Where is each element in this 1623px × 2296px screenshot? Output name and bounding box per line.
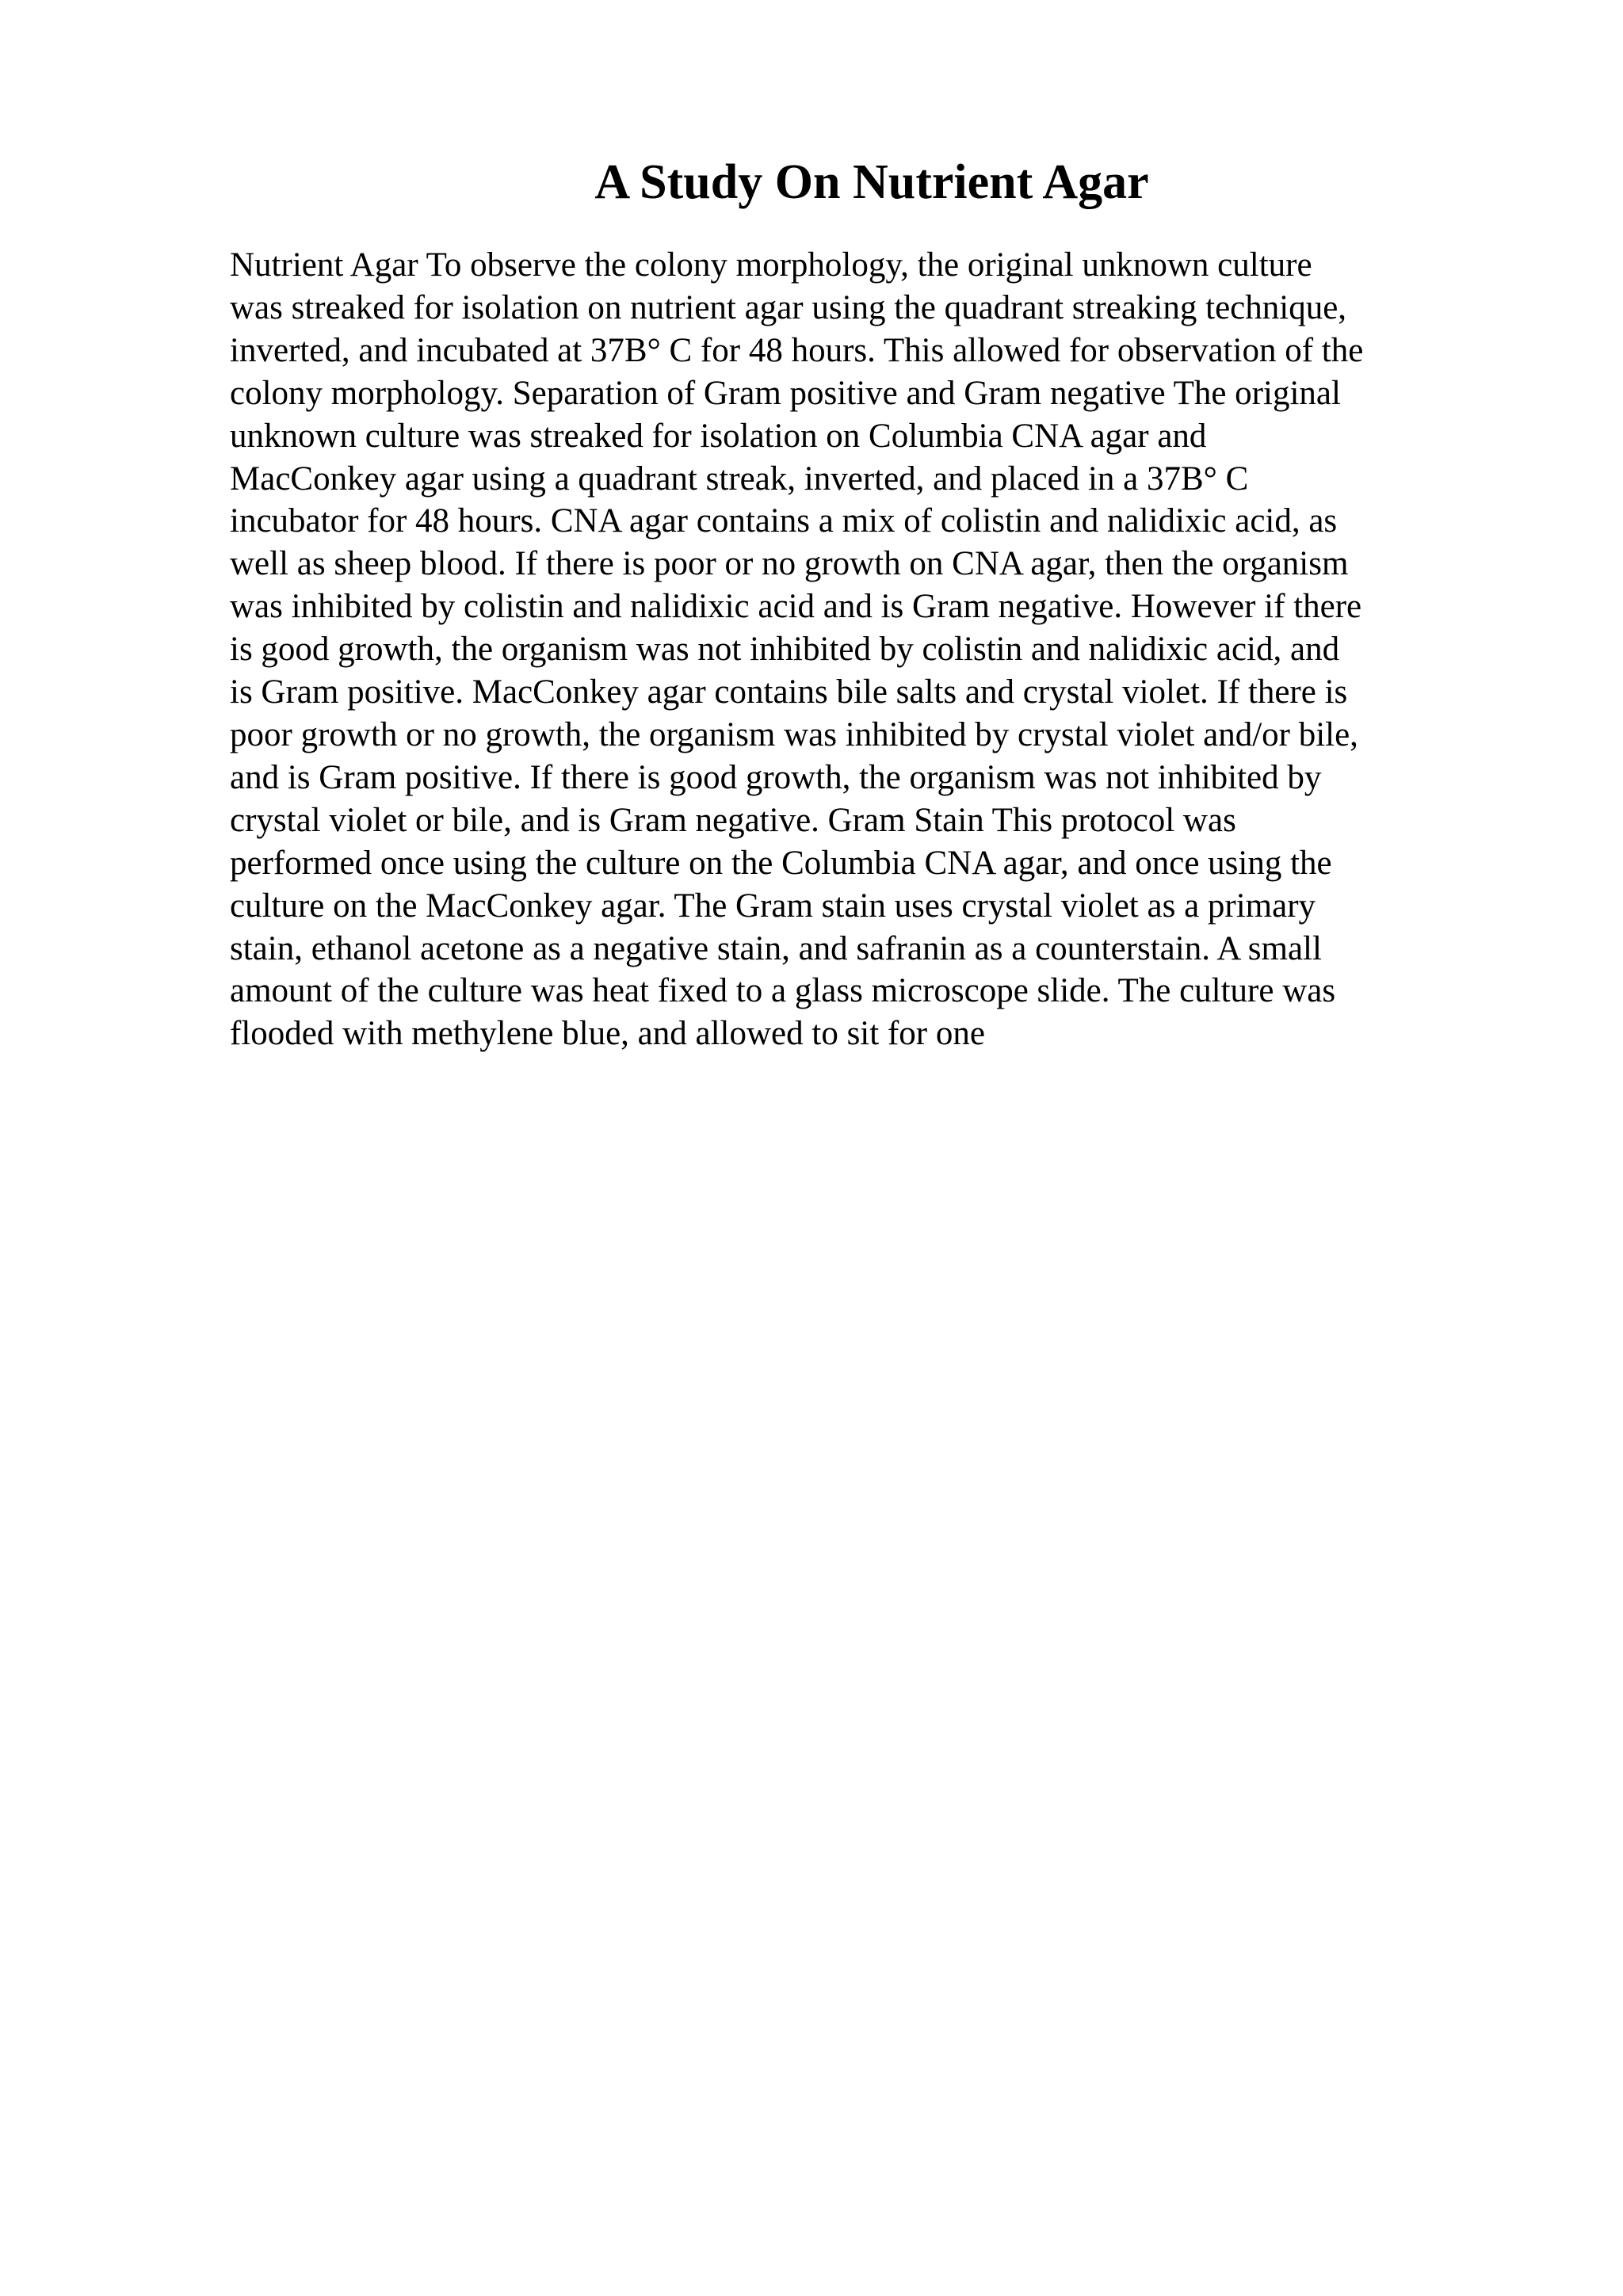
document-title: A Study On Nutrient Agar <box>594 155 1149 209</box>
body-line: is Gram positive. MacConkey agar contains bile salts and crystal violet. If there is <box>230 673 1348 711</box>
body-line: poor growth or no growth, the organism was inhibited by crystal violet and/or bile, <box>230 715 1358 753</box>
body-line: well as sheep blood. If there is poor or no growth on CNA agar, then the organism <box>230 545 1349 583</box>
body-line: and is Gram positive. If there is good growth, the organism was not inhibited by <box>230 758 1322 796</box>
document-body <box>230 244 1466 1055</box>
body-line: was inhibited by colistin and nalidixic acid and is Gram negative. However if there <box>230 588 1362 626</box>
body-line: MacConkey agar using a quadrant streak, inverted, and placed in a 37B° C <box>230 460 1249 498</box>
body-line: Nutrient Agar To observe the colony morphology, the original unknown culture <box>230 246 1312 284</box>
body-line: culture on the MacConkey agar. The Gram stain uses crystal violet as a primary <box>230 887 1316 925</box>
body-line: is good growth, the organism was not inhibited by colistin and nalidixic acid, and <box>230 631 1340 669</box>
body-line: unknown culture was streaked for isolation on Columbia CNA agar and <box>230 417 1207 455</box>
body-line: colony morphology. Separation of Gram positive and Gram negative The original <box>230 374 1341 412</box>
body-line: stain, ethanol acetone as a negative stain, and safranin as a counterstain. A small <box>230 929 1322 967</box>
body-line: was streaked for isolation on nutrient agar using the quadrant streaking technique, <box>230 288 1347 326</box>
body-line: incubator for 48 hours. CNA agar contains a mix of colistin and nalidixic acid, as <box>230 502 1338 540</box>
body-line: amount of the culture was heat fixed to a glass microscope slide. The culture was <box>230 972 1336 1010</box>
body-line: flooded with methylene blue, and allowed to sit for one <box>230 1015 985 1053</box>
body-line: performed once using the culture on the Columbia CNA agar, and once using the <box>230 844 1332 882</box>
body-line: inverted, and incubated at 37B° C for 48 hours. This allowed for observation of the <box>230 331 1364 369</box>
body-line: crystal violet or bile, and is Gram negative. Gram Stain This protocol was <box>230 801 1236 839</box>
